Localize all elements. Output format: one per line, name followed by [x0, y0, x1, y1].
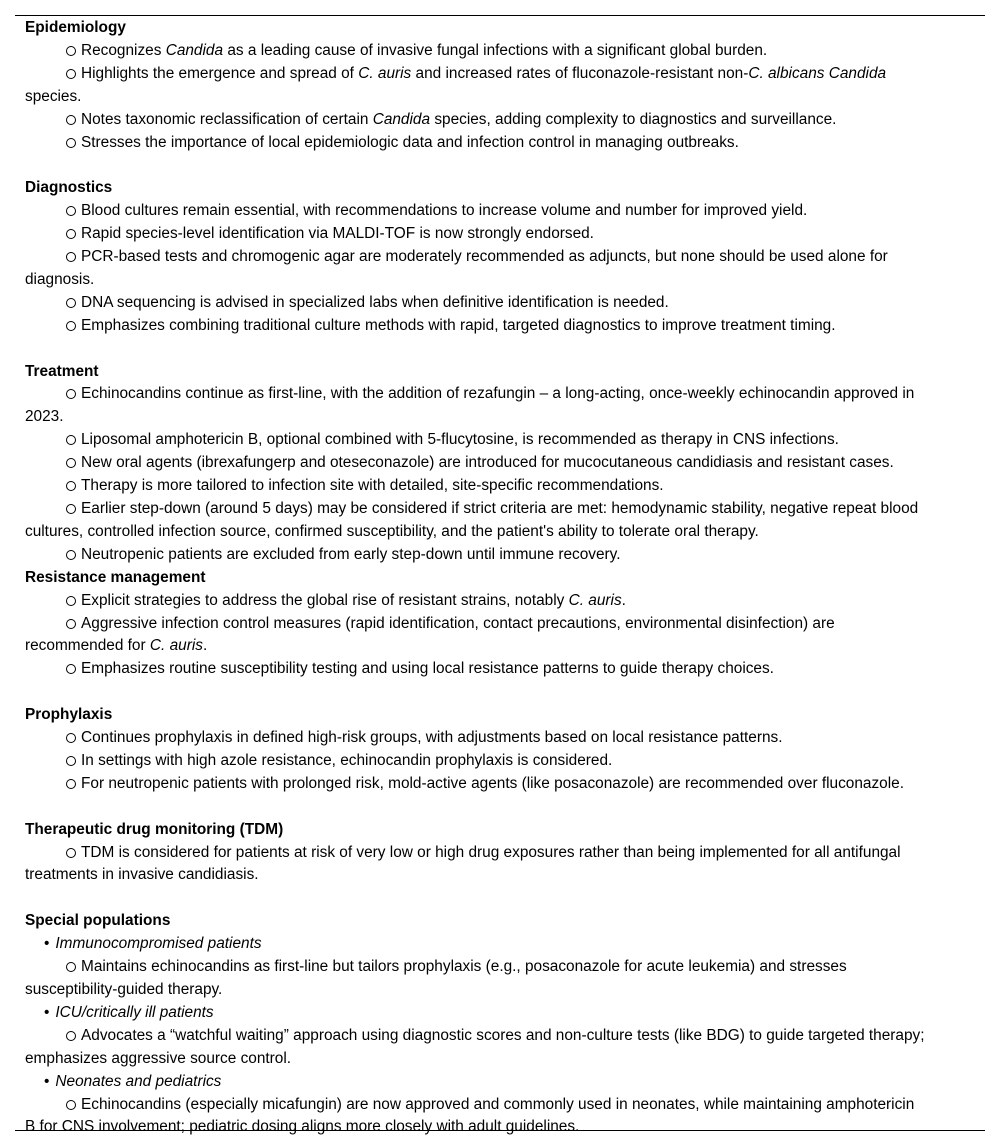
hollow-circle-icon [66, 46, 76, 56]
bullet-icon: • [44, 1072, 50, 1090]
hollow-circle-icon [66, 848, 76, 858]
document-body [25, 17, 960, 1139]
list-item: Aggressive infection control measures (rapid identification, contact precautions, environmental disinfection) are [25, 613, 960, 636]
list-item: Rapid species-level identification via MALDI-TOF is now strongly endorsed. [25, 223, 960, 246]
section-heading-tdm: Therapeutic drug monitoring (TDM) [25, 820, 284, 838]
list-item: For neutropenic patients with prolonged risk, mold-active agents (like posaconazole) are recommended over fluconazole. [25, 773, 960, 796]
hollow-circle-icon [66, 389, 76, 399]
hollow-circle-icon [66, 481, 76, 491]
subgroup-label: • ICU/critically ill patients [25, 1002, 960, 1025]
section-heading-epidemiology: Epidemiology [25, 19, 126, 36]
list-item-continuation: species. [25, 87, 82, 105]
list-item: Echinocandins continue as first-line, with the addition of rezafungin – a long-acting, once-weekly echinocandin approved in [25, 383, 960, 406]
bottom-rule [15, 1130, 985, 1131]
section-heading-special-populations: Special populations [25, 912, 171, 930]
list-item-continuation: B for CNS involvement; pediatric dosing aligns more closely with adult guidelines. [25, 1118, 580, 1136]
bullet-icon: • [44, 935, 50, 953]
list-item: TDM is considered for patients at risk of very low or high drug exposures rather than being implemented for all antifungal [25, 842, 960, 865]
list-item: Explicit strategies to address the global rise of resistant strains, notably C. auris. [25, 590, 960, 613]
list-item: Maintains echinocandins as first-line but tailors prophylaxis (e.g., posaconazole for acute leukemia) and stresses [25, 956, 960, 979]
list-item: PCR-based tests and chromogenic agar are moderately recommended as adjuncts, but none should be used alone for [25, 246, 960, 269]
list-item: New oral agents (ibrexafungerp and oteseconazole) are introduced for mucocutaneous candidiasis and resistant cases. [25, 452, 960, 475]
list-item: Recognizes Candida as a leading cause of invasive fungal infections with a significant global burden. [25, 40, 960, 63]
hollow-circle-icon [66, 1031, 76, 1041]
list-item-continuation: susceptibility-guided therapy. [25, 980, 223, 998]
spacer [25, 887, 960, 910]
hollow-circle-icon [66, 504, 76, 514]
spacer [25, 154, 960, 177]
list-item: In settings with high azole resistance, echinocandin prophylaxis is considered. [25, 750, 960, 773]
list-item-continuation: emphasizes aggressive source control. [25, 1049, 292, 1067]
hollow-circle-icon [66, 69, 76, 79]
list-item-continuation: recommended for C. auris. [25, 637, 208, 655]
list-item-continuation: cultures, controlled infection source, confirmed susceptibility, and the patient's ability to tolerate oral therapy. [25, 522, 759, 540]
hollow-circle-icon [66, 298, 76, 308]
list-item: Emphasizes combining traditional culture methods with rapid, targeted diagnostics to improve treatment timing. [25, 315, 960, 338]
spacer [25, 338, 960, 361]
list-item: Advocates a “watchful waiting” approach using diagnostic scores and non-culture tests (like BDG) to guide targeted therapy; [25, 1025, 960, 1048]
top-rule [15, 15, 985, 16]
hollow-circle-icon [66, 664, 76, 674]
list-item: Blood cultures remain essential, with recommendations to increase volume and number for improved yield. [25, 200, 960, 223]
list-item: Earlier step-down (around 5 days) may be considered if strict criteria are met: hemodynamic stability, negative repeat blood [25, 498, 960, 521]
subgroup-label: • Neonates and pediatrics [25, 1071, 960, 1094]
hollow-circle-icon [66, 733, 76, 743]
list-item: Neutropenic patients are excluded from early step-down until immune recovery. [25, 544, 960, 567]
spacer [25, 681, 960, 704]
hollow-circle-icon [66, 206, 76, 216]
list-item-continuation: 2023. [25, 408, 64, 426]
list-item: Emphasizes routine susceptibility testing and using local resistance patterns to guide therapy choices. [25, 658, 960, 681]
list-item: Highlights the emergence and spread of C. auris and increased rates of fluconazole-resistant non-C. albicans Candida [25, 63, 960, 86]
list-item-continuation: treatments in invasive candidiasis. [25, 866, 259, 884]
list-item: Therapy is more tailored to infection site with detailed, site-specific recommendations. [25, 475, 960, 498]
hollow-circle-icon [66, 779, 76, 789]
bullet-icon: • [44, 1003, 50, 1021]
list-item: Continues prophylaxis in defined high-risk groups, with adjustments based on local resistance patterns. [25, 727, 960, 750]
hollow-circle-icon [66, 138, 76, 148]
hollow-circle-icon [66, 596, 76, 606]
hollow-circle-icon [66, 435, 76, 445]
hollow-circle-icon [66, 229, 76, 239]
section-heading-treatment: Treatment [25, 362, 99, 380]
list-item: Liposomal amphotericin B, optional combined with 5-flucytosine, is recommended as therapy in CNS infections. [25, 429, 960, 452]
list-item-continuation: diagnosis. [25, 270, 95, 288]
hollow-circle-icon [66, 962, 76, 972]
section-heading-prophylaxis: Prophylaxis [25, 706, 113, 724]
hollow-circle-icon [66, 321, 76, 331]
subgroup-label: • Immunocompromised patients [25, 933, 960, 956]
spacer [25, 796, 960, 819]
hollow-circle-icon [66, 115, 76, 125]
hollow-circle-icon [66, 252, 76, 262]
section-heading-diagnostics: Diagnostics [25, 179, 113, 197]
list-item: Echinocandins (especially micafungin) are now approved and commonly used in neonates, while maintaining amphotericin [25, 1094, 960, 1117]
list-item: Stresses the importance of local epidemiologic data and infection control in managing outbreaks. [25, 132, 960, 155]
hollow-circle-icon [66, 619, 76, 629]
section-heading-resistance: Resistance management [25, 568, 206, 586]
list-item: DNA sequencing is advised in specialized labs when definitive identification is needed. [25, 292, 960, 315]
list-item: Notes taxonomic reclassification of certain Candida species, adding complexity to diagnostics and surveillance. [25, 109, 960, 132]
hollow-circle-icon [66, 756, 76, 766]
hollow-circle-icon [66, 550, 76, 560]
hollow-circle-icon [66, 1100, 76, 1110]
hollow-circle-icon [66, 458, 76, 468]
